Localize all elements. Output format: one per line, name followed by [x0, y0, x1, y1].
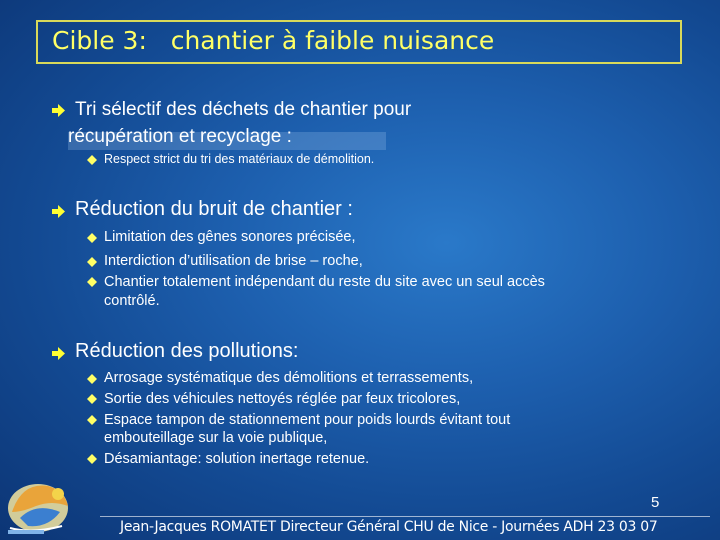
diamond-bullet-icon — [87, 257, 97, 267]
diamond-bullet-icon — [87, 415, 97, 425]
diamond-bullet-icon — [87, 155, 97, 165]
section-1-item-1: Respect strict du tri des matériaux de démolition. — [104, 152, 375, 166]
diamond-bullet-icon — [87, 394, 97, 404]
diamond-bullet-icon — [87, 233, 97, 243]
section-3-heading: Réduction des pollutions: — [75, 340, 299, 362]
section-2-item-3-cont: contrôlé. — [104, 293, 160, 309]
section-3-item-3: Espace tampon de stationnement pour poids lourds évitant tout — [104, 412, 511, 428]
footer-divider — [100, 516, 710, 517]
diamond-bullet-icon — [87, 454, 97, 464]
section-2-item-2: Interdiction d’utilisation de brise – roche, — [104, 253, 363, 269]
slide-title: Cible 3: chantier à faible nuisance — [52, 26, 495, 55]
diamond-bullet-icon — [87, 374, 97, 384]
arrow-bullet-icon — [52, 205, 65, 218]
footer-text: Jean-Jacques ROMATET Directeur Général CHU de Nice - Journées ADH 23 03 07 — [120, 519, 658, 535]
diamond-bullet-icon — [87, 277, 97, 287]
arrow-bullet-icon — [52, 347, 65, 360]
page-number: 5 — [651, 494, 660, 511]
section-2-item-3: Chantier totalement indépendant du reste du site avec un seul accès — [104, 274, 545, 290]
logo-icon — [2, 472, 80, 538]
arrow-bullet-icon — [52, 104, 65, 117]
section-1-heading-line-1: Tri sélectif des déchets de chantier pour — [75, 99, 412, 120]
section-3-item-3-cont: embouteillage sur la voie publique, — [104, 430, 328, 446]
section-2-heading: Réduction du bruit de chantier : — [75, 198, 353, 220]
section-2-item-1: Limitation des gênes sonores précisée, — [104, 229, 356, 245]
section-3-item-2: Sortie des véhicules nettoyés réglée par feux tricolores, — [104, 391, 461, 407]
section-3-item-4: Désamiantage: solution inertage retenue. — [104, 451, 370, 467]
section-1-heading-line-2: récupération et recyclage : — [68, 126, 292, 147]
section-3-item-1: Arrosage systématique des démolitions et terrassements, — [104, 370, 474, 386]
